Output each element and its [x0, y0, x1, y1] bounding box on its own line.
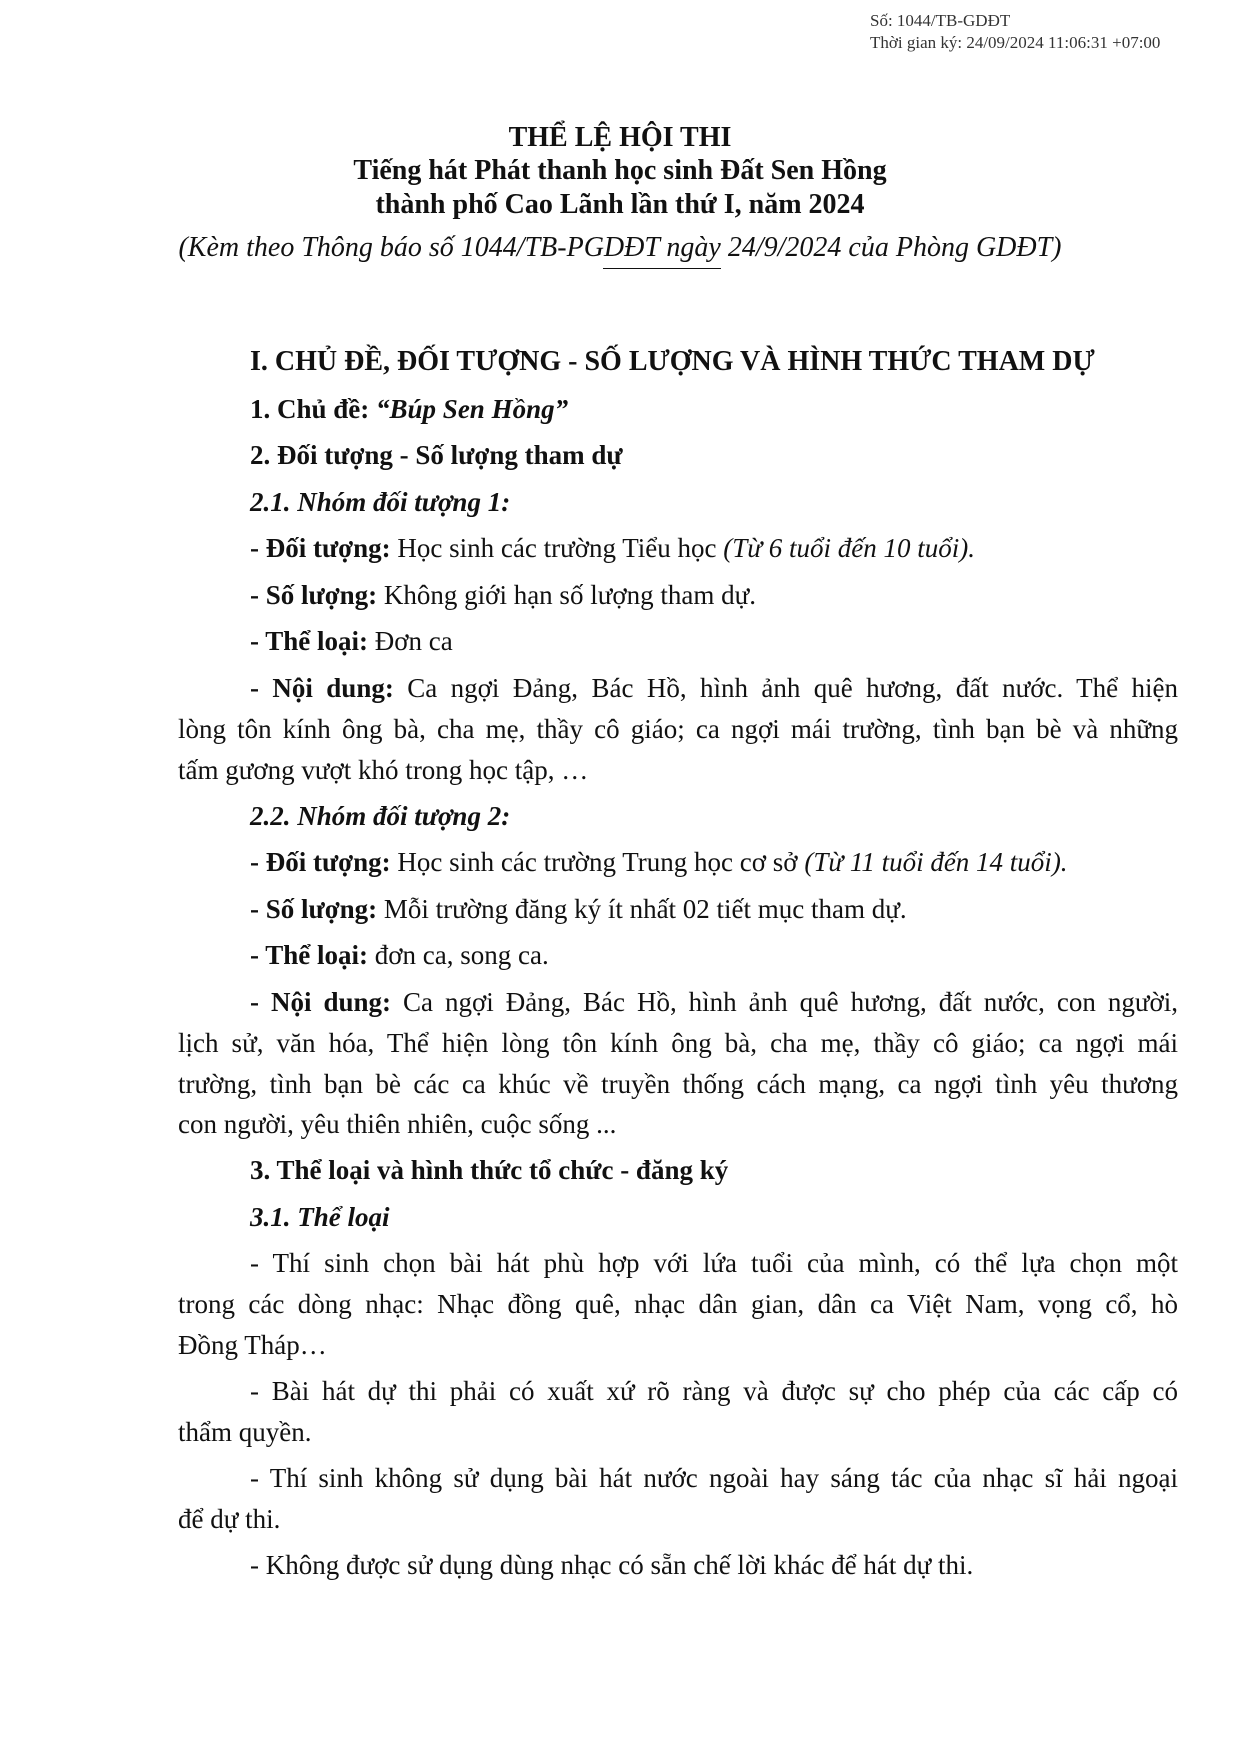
group1-the-loai: [250, 623, 453, 659]
group2-noi-dung-line4: con người, yêu thiên nhiên, cuộc sống ...: [178, 1109, 617, 1139]
signing-time: Thời gian ký: 24/09/2024 11:06:31 +07:00: [870, 33, 1161, 52]
text: Không giới hạn số lượng tham dự.: [377, 580, 756, 610]
document-subtitle-1: Tiếng hát Phát thanh học sinh Đất Sen Hồng: [353, 155, 887, 186]
paragraph-2-line2: thẩm quyền.: [178, 1417, 312, 1447]
subheading-3: 3. Thể loại và hình thức tổ chức - đăng ký: [250, 1155, 729, 1185]
document-subtitle-2: thành phố Cao Lãnh lần thứ I, năm 2024: [375, 189, 865, 220]
document-number: Số: 1044/TB-GDĐT: [870, 11, 1011, 30]
label: - Số lượng:: [250, 894, 378, 924]
label: - Thể loại:: [250, 940, 369, 970]
topic-line: [250, 391, 568, 427]
paragraph-2-line1: - Bài hát dự thi phải có xuất xứ rõ ràng và được sự cho phép của các cấp có: [250, 1376, 1178, 1406]
text: Đơn ca: [368, 626, 453, 656]
paragraph-3-line2: để dự thi.: [178, 1504, 281, 1534]
label: - Nội dung:: [250, 987, 392, 1017]
subheading-3-1: 3.1. Thể loại: [250, 1202, 390, 1232]
note: (Từ 6 tuổi đến 10 tuổi).: [723, 533, 975, 563]
group1-doi-tuong: [250, 530, 975, 566]
group1-noi-dung-line3: tấm gương vượt khó trong học tập, …: [178, 755, 589, 785]
label: - Nội dung:: [250, 673, 394, 703]
text: Học sinh các trường Trung học cơ sở: [390, 847, 805, 877]
text: Mỗi trường đăng ký ít nhất 02 tiết mục tham dự.: [377, 894, 907, 924]
topic-label: 1. Chủ đề:: [250, 394, 377, 424]
title-underline: [603, 268, 721, 269]
group1-heading: 2.1. Nhóm đối tượng 1:: [250, 487, 511, 517]
group1-noi-dung: [250, 670, 1178, 706]
text: Học sinh các trường Tiểu học: [390, 533, 724, 563]
paragraph-3-line1: - Thí sinh không sử dụng bài hát nước ngoài hay sáng tác của nhạc sĩ hải ngoại: [250, 1463, 1178, 1493]
label: - Đối tượng:: [250, 847, 391, 877]
text: Ca ngợi Đảng, Bác Hồ, hình ảnh quê hương, đất nước, con người,: [391, 987, 1179, 1017]
group2-so-luong: [250, 891, 907, 927]
paragraph-1-line1: - Thí sinh chọn bài hát phù hợp với lứa tuổi của mình, có thể lựa chọn một: [250, 1248, 1178, 1278]
topic-value: “Búp Sen Hồng”: [376, 394, 569, 424]
group2-doi-tuong: [250, 844, 1068, 880]
subheading-2: 2. Đối tượng - Số lượng tham dự: [250, 440, 623, 470]
paragraph-4-line1: - Không được sử dụng dùng nhạc có sẵn chế lời khác để hát dự thi.: [250, 1550, 974, 1580]
label: - Thể loại:: [250, 626, 369, 656]
paragraph-1-line2: trong các dòng nhạc: Nhạc đồng quê, nhạc dân gian, dân ca Việt Nam, vọng cổ, hò: [178, 1289, 1178, 1319]
section-heading: I. CHỦ ĐỀ, ĐỐI TƯỢNG - SỐ LƯỢNG VÀ HÌNH THỨC THAM DỰ: [250, 346, 1095, 377]
group2-noi-dung-line3: trường, tình bạn bè các ca khúc về truyền thống cách mạng, ca ngợi tình yêu thương: [178, 1069, 1178, 1099]
label: - Đối tượng:: [250, 533, 391, 563]
attachment-note: (Kèm theo Thông báo số 1044/TB-PGDĐT ngày 24/9/2024 của Phòng GDĐT): [178, 232, 1062, 263]
digital-signature-stamp: [870, 10, 1160, 54]
group2-heading: 2.2. Nhóm đối tượng 2:: [250, 801, 511, 831]
group2-noi-dung-line2: lịch sử, văn hóa, Thể hiện lòng tôn kính ông bà, cha mẹ, thầy cô giáo; ca ngợi mái: [178, 1028, 1178, 1058]
paragraph-1-line3: Đồng Tháp…: [178, 1330, 327, 1360]
group2-the-loai: [250, 937, 549, 973]
text: Ca ngợi Đảng, Bác Hồ, hình ảnh quê hương, đất nước. Thể hiện: [393, 673, 1179, 703]
text: đơn ca, song ca.: [368, 940, 549, 970]
document-title: THỂ LỆ HỘI THI: [508, 122, 732, 153]
group2-noi-dung: [250, 984, 1178, 1020]
group1-noi-dung-line2: lòng tôn kính ông bà, cha mẹ, thầy cô giáo; ca ngợi mái trường, tình bạn bè và những: [178, 714, 1178, 744]
label: - Số lượng:: [250, 580, 378, 610]
group1-so-luong: [250, 577, 756, 613]
note: (Từ 11 tuổi đến 14 tuổi).: [804, 847, 1068, 877]
